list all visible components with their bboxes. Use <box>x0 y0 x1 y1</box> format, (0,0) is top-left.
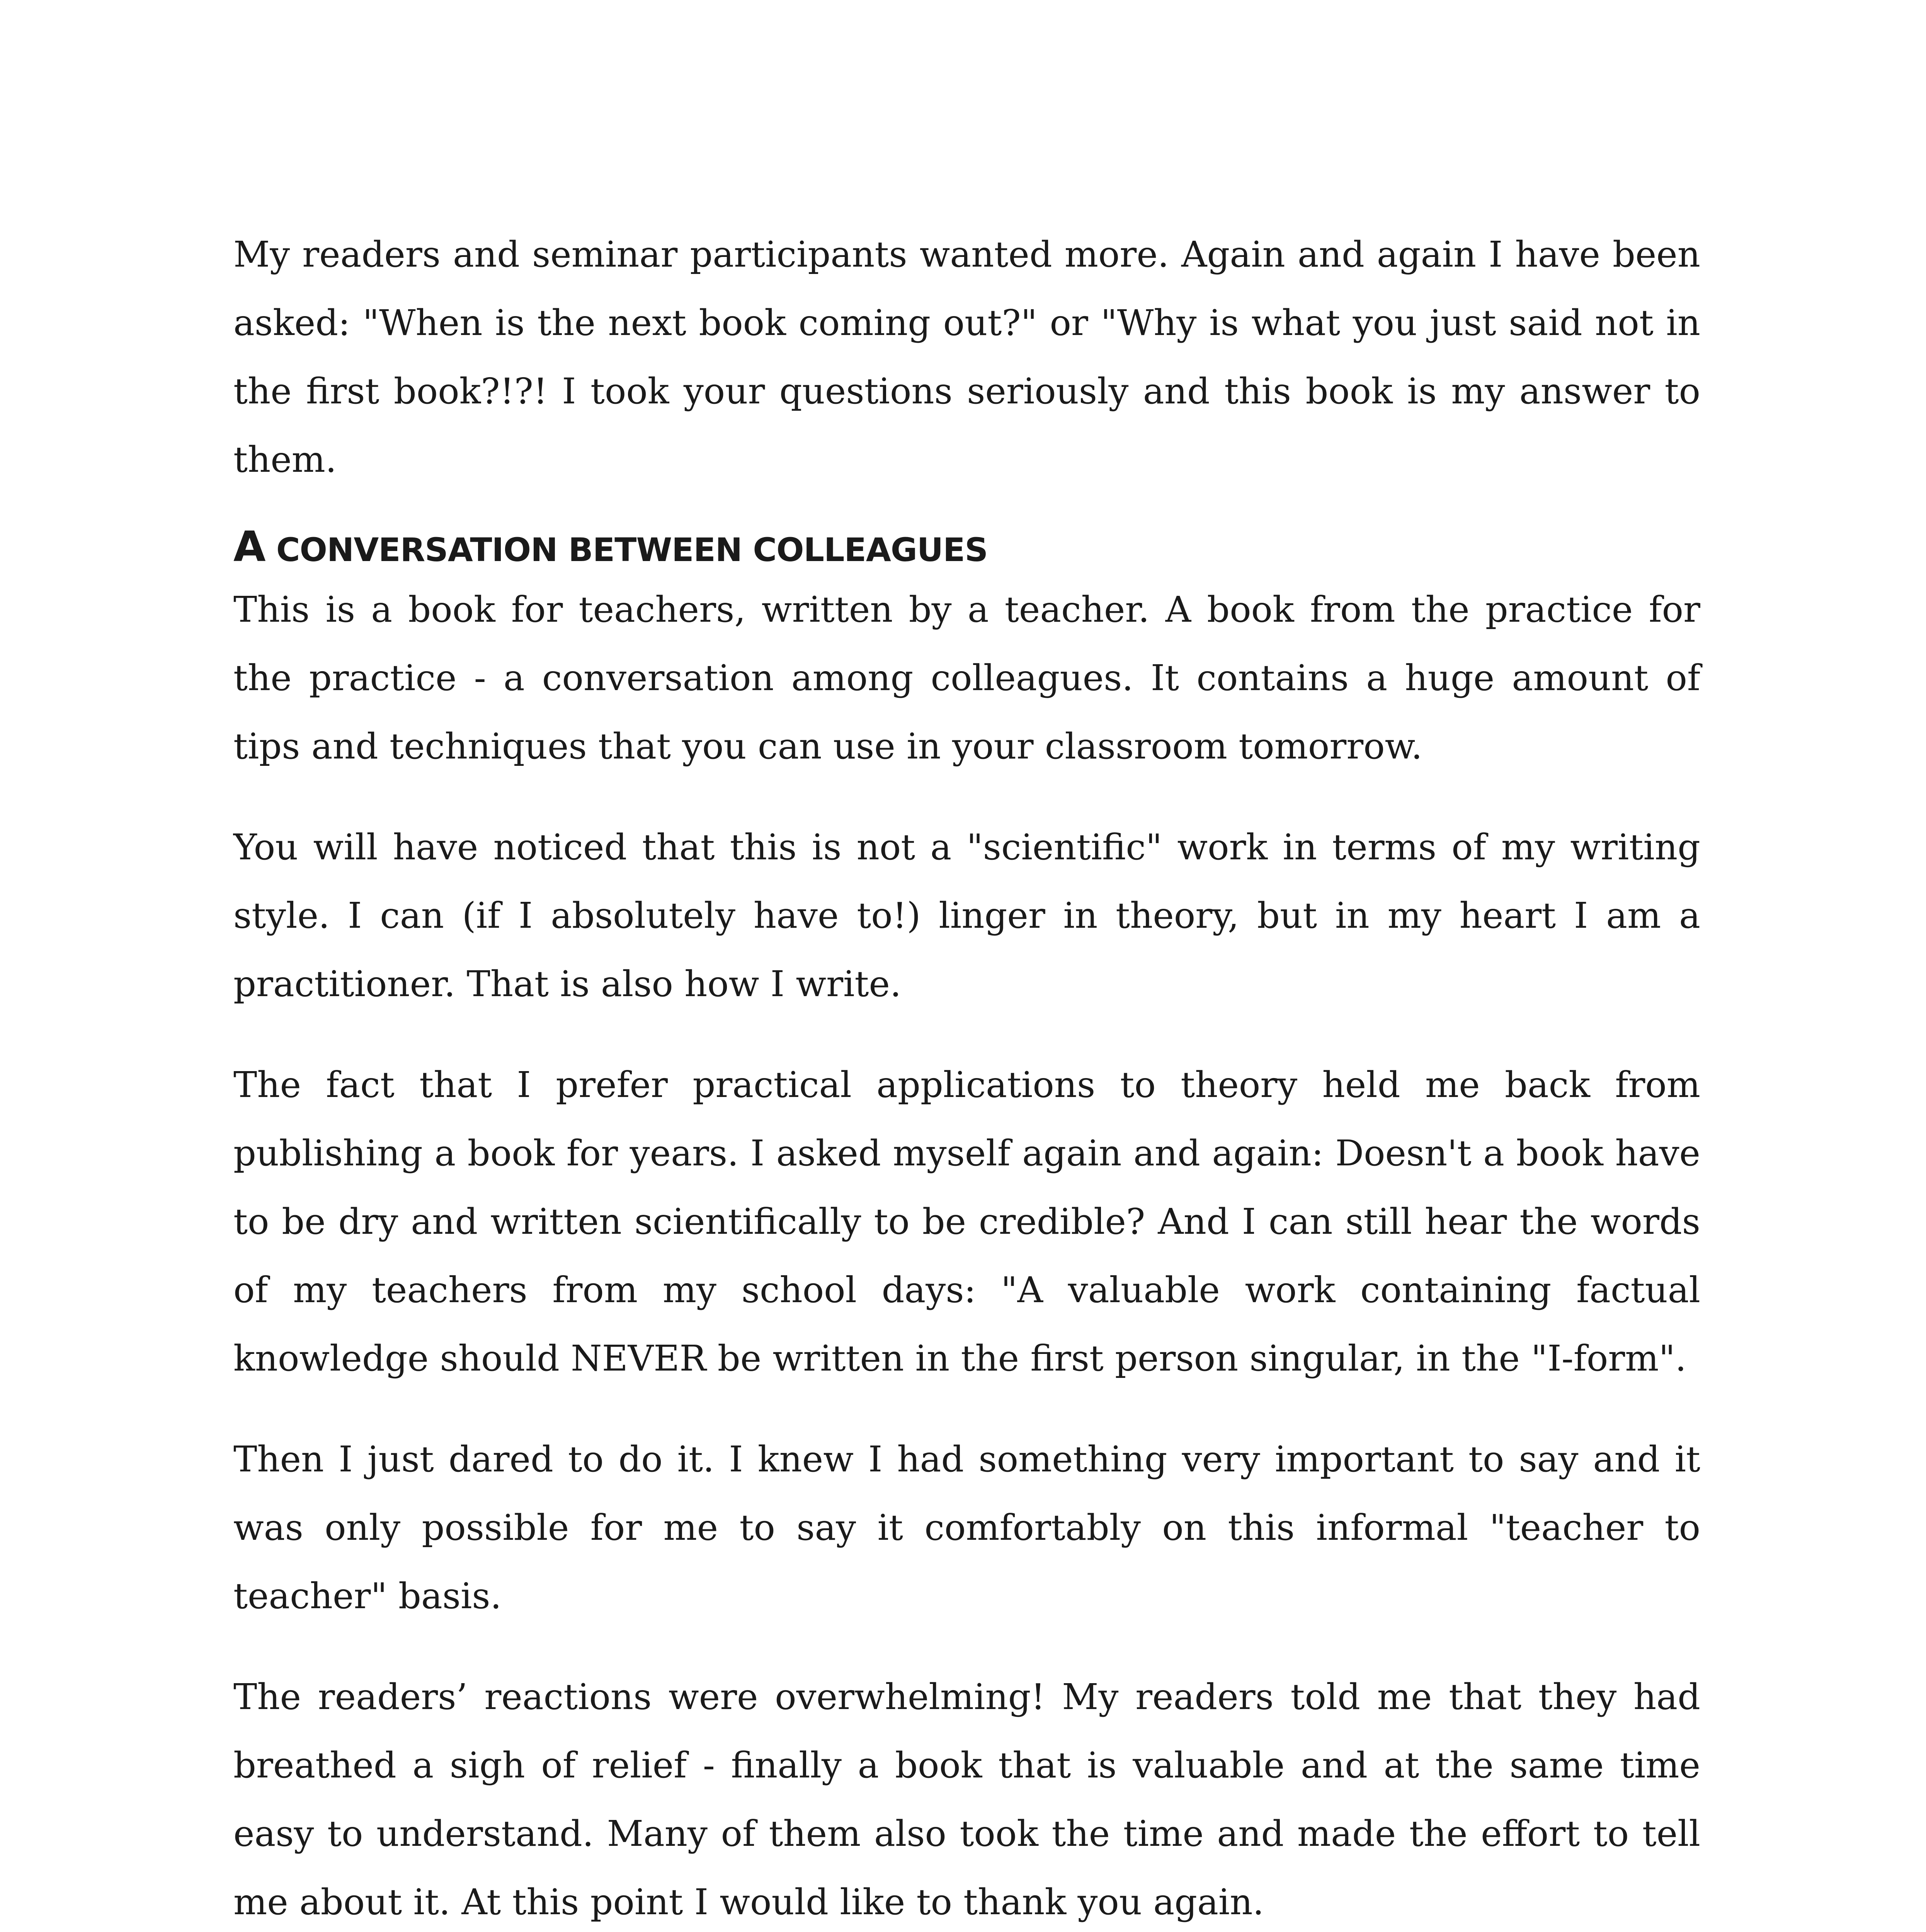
body-paragraph: The readers’ reactions were overwhelming! My readers told me that they had breathed a sigh of relief - finally a book that is valuable and at the same time easy to understand. Many of them also took the time and made the effort to tell me about it. At this point I would like to thank you again. <box>233 1676 1700 1923</box>
section-heading-rest: CONVERSATION BETWEEN COLLEAGUES <box>265 531 988 569</box>
body-paragraph: You will have noticed that this is not a "scientific" work in terms of my writing style. I can (if I absolutely have to!) linger in theory, but in my heart I am a practitioner. That is also how I write. <box>233 827 1700 1005</box>
body-paragraph: The fact that I prefer practical applications to theory held me back from publishing a book for years. I asked myself again and again: Doesn't a book have to be dry and written scientifically to be credible? And I can still hear the words of my teachers from my school days: "A valuable work containing factual knowledge should NEVER be written in the first person singular, in the "I-form". <box>233 1064 1700 1379</box>
body-paragraph: Then I just dared to do it. I knew I had something very important to say and it was only possible for me to say it comfortably on this informal "teacher to teacher" basis. <box>233 1439 1700 1617</box>
page-body <box>233 220 1700 1932</box>
section-heading-initial: A <box>233 523 265 571</box>
body-paragraph: This is a book for teachers, written by a teacher. A book from the practice for the practice - a conversation among colleagues. It contains a huge amount of tips and techniques that you can use in your classroom tomorrow. <box>233 589 1700 767</box>
intro-paragraph: My readers and seminar participants wanted more. Again and again I have been asked: "When is the next book coming out?" or "Why is what you just said not in the first book?!?! I took your questions seriously and this book is my answer to them. <box>233 234 1700 480</box>
section-heading <box>233 523 1700 571</box>
